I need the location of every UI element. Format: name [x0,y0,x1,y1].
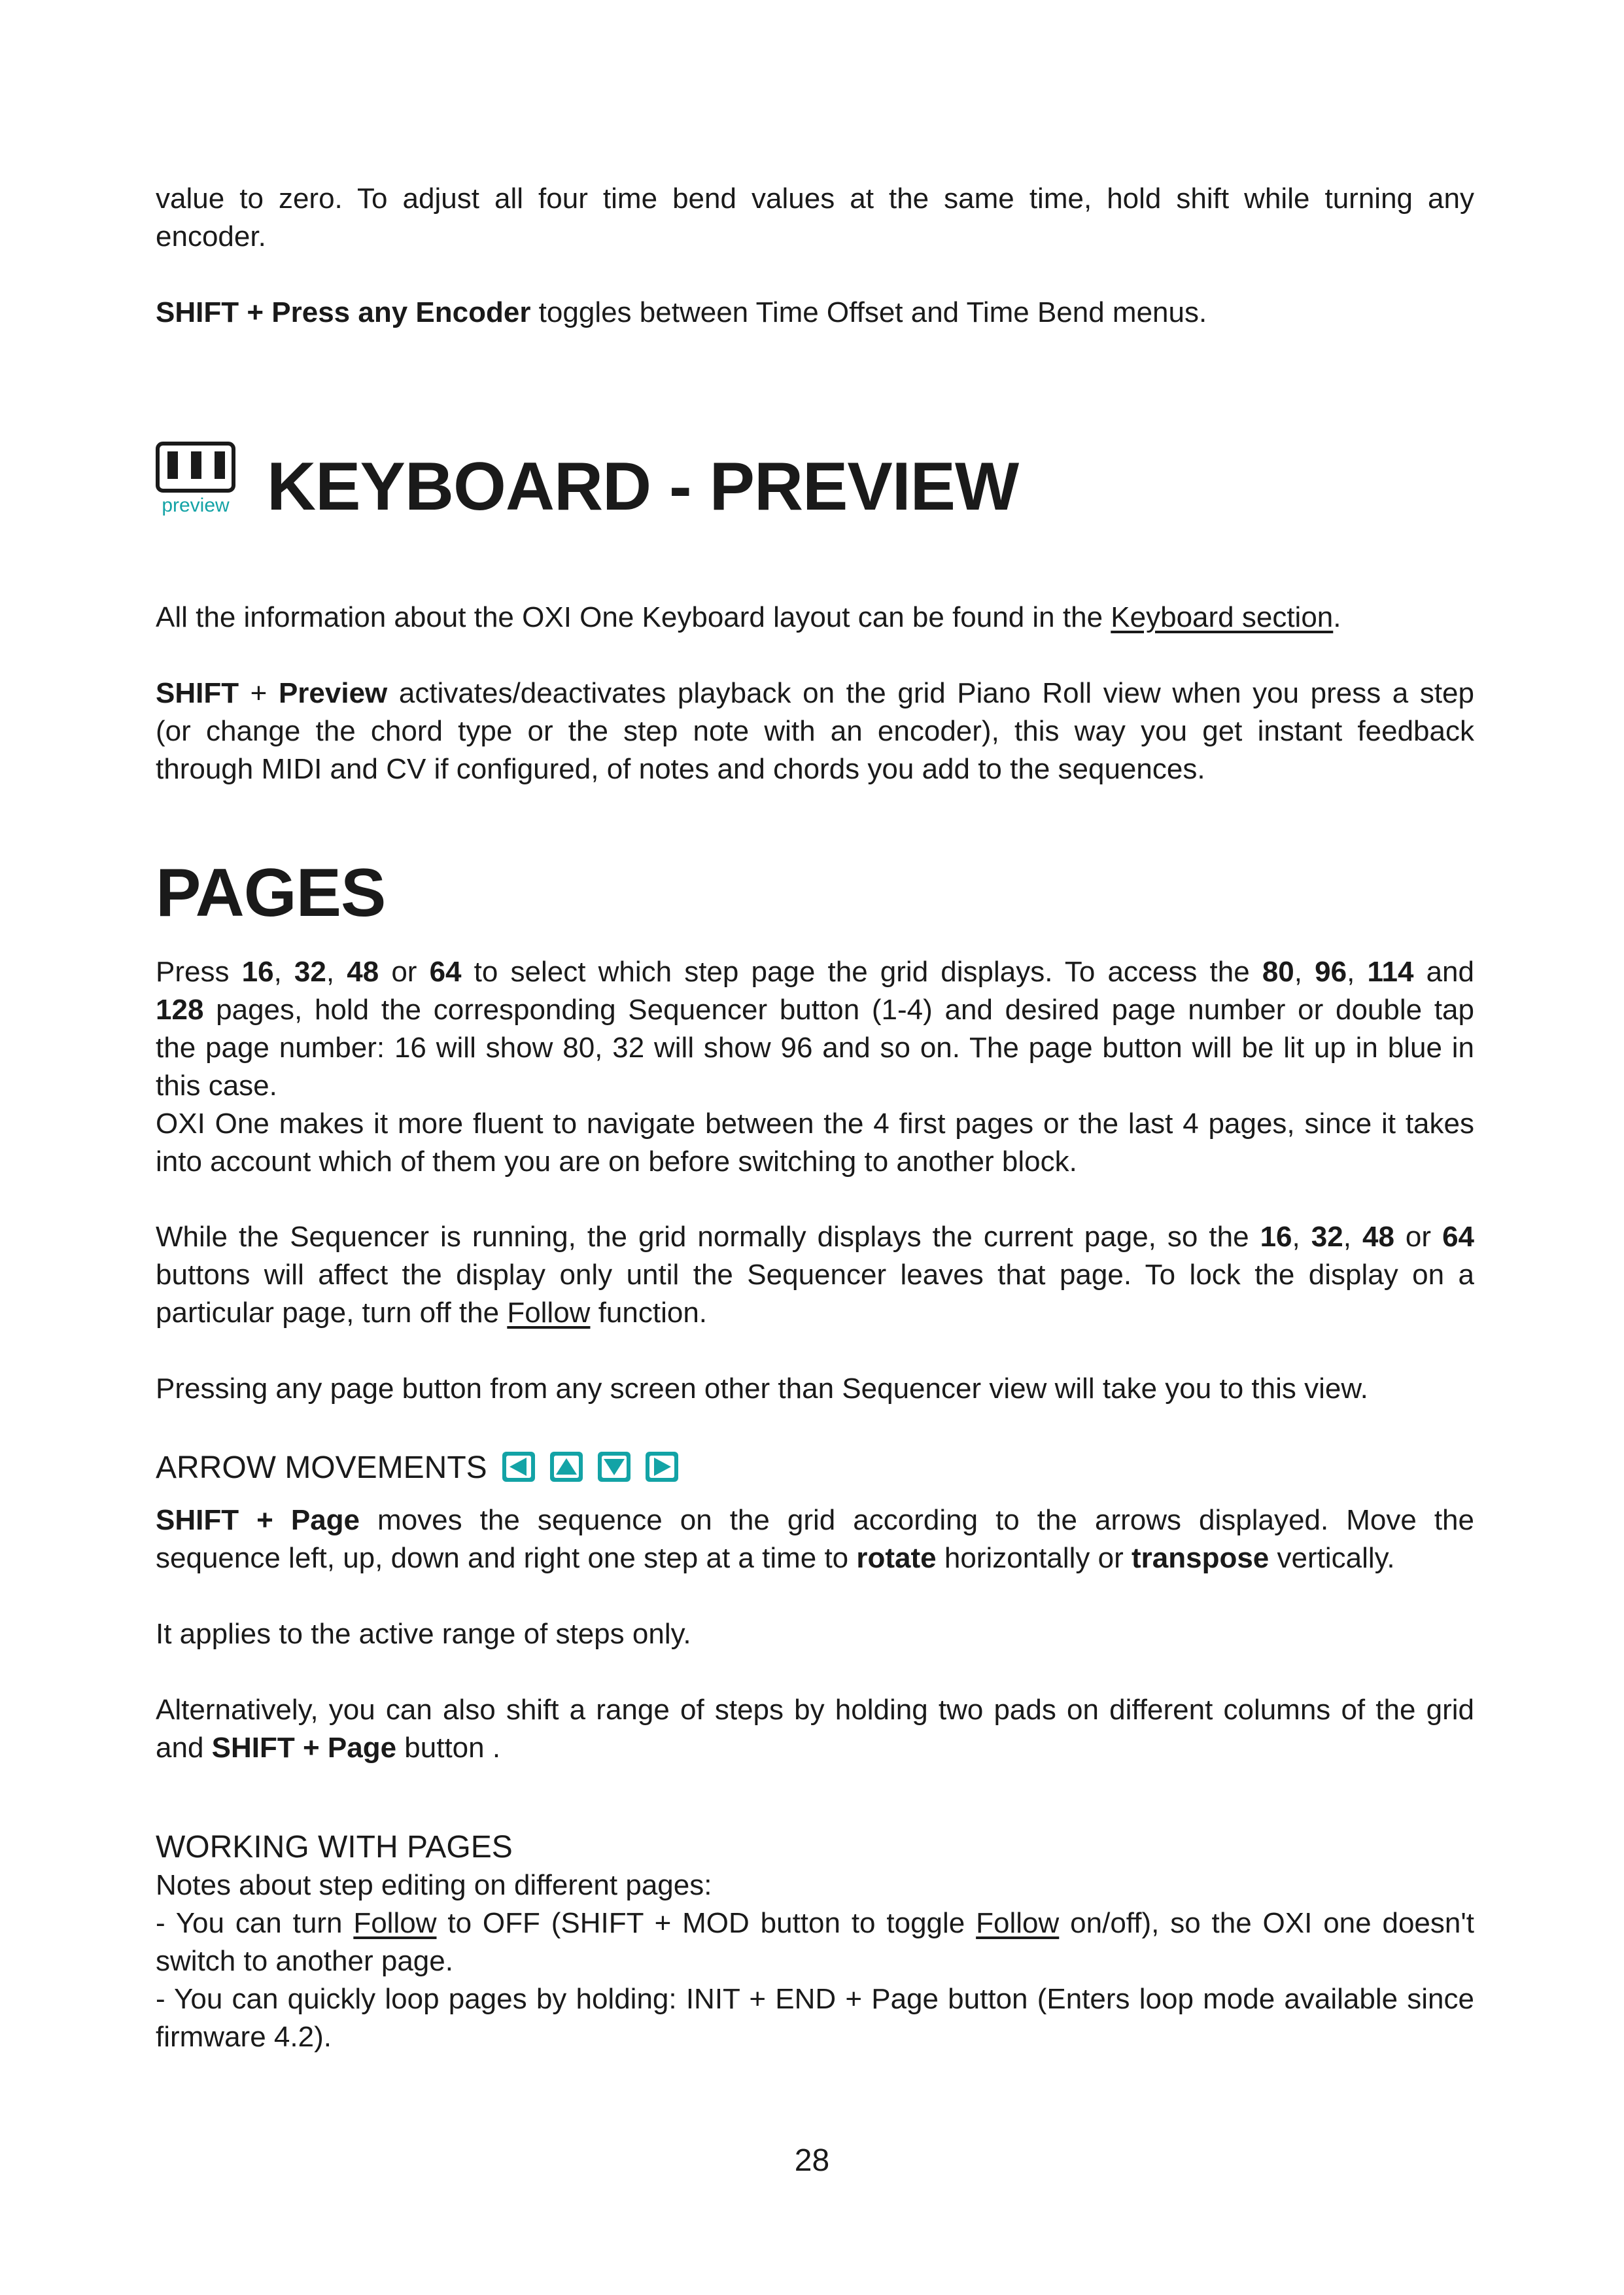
shift-encoder-text: toggles between Time Offset and Time Bend menus. [530,296,1207,328]
shift-preview-line-2: (or change the chord type or the step note with an encoder), this way you get instant feedback [156,715,1474,747]
arrow-movements-title: ARROW MOVEMENTS [156,1450,487,1485]
transpose-bold: transpose [1131,1542,1270,1574]
working-line-1: Notes about step editing on different pages: [156,1869,712,1901]
arrow-down-icon [596,1450,632,1484]
keyboard-icon-label: preview [162,495,230,516]
keyboard-preview-icon [156,438,241,517]
arrow-p1-mid: horizontally or [936,1542,1132,1574]
preview-bold: Preview [278,677,388,709]
page-16-bold: 16 [1260,1221,1292,1253]
comma: , [326,956,347,988]
page-number: 28 [794,2143,830,2178]
and-text: and [1413,956,1474,988]
follow-link[interactable]: Follow [976,1907,1060,1939]
working-line-2-mid: to OFF (SHIFT + MOD button to toggle [436,1907,976,1939]
keyboard-info-paragraph [156,599,1474,637]
arrow-paragraph-2 [156,1615,1474,1653]
pages-paragraph-1 [156,953,1474,1181]
pages-p2-line-3: particular page, turn off the [156,1297,508,1329]
page-48-bold: 48 [1362,1221,1394,1253]
working-with-pages-heading: WORKING WITH PAGES [156,1830,513,1865]
intro-line-1: value to zero. To adjust all four time bend values at the same time, hold shift while turning any [156,183,1474,215]
pages-line-5: OXI One makes it more fluent to navigate between the 4 first pages or the last 4 pages, since it takes [156,1108,1474,1140]
arrow-p1-text: moves the sequence on the grid according to the arrows displayed. Move the [360,1504,1474,1536]
comma: , [1343,1221,1362,1253]
arrow-paragraph-3 [156,1691,1474,1767]
comma: , [1292,1221,1311,1253]
follow-link[interactable]: Follow [353,1907,437,1939]
rotate-bold: rotate [856,1542,937,1574]
pages-text: Press [156,956,242,988]
pages-title: PAGES [156,855,386,931]
pages-line-4: this case. [156,1070,277,1102]
pages-line-2: pages, hold the corresponding Sequencer button (1-4) and desired page number or double tap [203,994,1474,1026]
page-16-bold: 16 [241,956,274,988]
page-96-bold: 96 [1315,956,1347,988]
arrow-p3-and: and [156,1732,212,1764]
shift-encoder-paragraph [156,294,1474,332]
shift-preview-text: activates/deactivates playback on the grid Piano Roll view when you press a step [387,677,1474,709]
page-32-bold: 32 [1311,1221,1343,1253]
shift-page-bold: SHIFT + Page [156,1504,360,1536]
shift-preview-paragraph [156,674,1474,788]
comma: , [1347,956,1368,988]
arrow-p3-end: button . [396,1732,501,1764]
arrow-movements-heading [156,1448,1474,1488]
arrow-paragraph-1 [156,1501,1474,1577]
page-128-bold: 128 [156,994,204,1026]
page-32-bold: 32 [294,956,326,988]
or-text: or [379,956,430,988]
page-48-bold: 48 [347,956,379,988]
page-64-bold: 64 [429,956,462,988]
arrow-left-icon [500,1450,537,1484]
plus-text: + [239,677,279,709]
working-line-5: firmware 4.2). [156,2021,332,2053]
working-line-4: - You can quickly loop pages by holding: INIT + END + Page button (Enters loop mode available since [156,1983,1474,2015]
page-114-bold: 114 [1367,956,1414,988]
shift-encoder-bold: SHIFT + Press any Encoder [156,296,531,328]
working-paragraph [156,1866,1474,2056]
working-line-3: switch to another page. [156,1945,453,1977]
arrow-right-icon [644,1450,680,1484]
pages-paragraph-3 [156,1370,1474,1408]
arrow-p3-line-1: Alternatively, you can also shift a range of steps by holding two pads on different columns of the grid [156,1694,1474,1726]
pages-p2-line-2: buttons will affect the display only until the Sequencer leaves that page. To lock the display on a [156,1259,1474,1291]
comma: , [273,956,294,988]
pages-paragraph-2 [156,1218,1474,1332]
page-64-bold: 64 [1442,1221,1475,1253]
keyboard-preview-title: KEYBOARD - PREVIEW [267,449,1019,525]
page-80-bold: 80 [1262,956,1294,988]
shift-page-bold: SHIFT + Page [211,1732,397,1764]
pages-text: to select which step page the grid displays. To access the [461,956,1262,988]
keyboard-preview-heading [156,438,1474,523]
working-line-2-end: on/off), so the OXI one doesn't [1059,1907,1474,1939]
intro-line-2: encoder. [156,220,266,253]
keyboard-section-link[interactable]: Keyboard section [1111,601,1334,633]
shift-preview-line-3: through MIDI and CV if configured, of notes and chords you add to the sequences. [156,753,1205,785]
comma: , [1294,956,1315,988]
arrow-p1-line-2: sequence left, up, down and right one step at a time to [156,1542,857,1574]
keyboard-info-end: . [1333,601,1341,633]
arrow-p1-end: vertically. [1269,1542,1395,1574]
or-text: or [1394,1221,1443,1253]
pages-p3-text: Pressing any page button from any screen other than Sequencer view will take you to this view. [156,1373,1368,1405]
arrow-icons [500,1450,680,1484]
arrow-p2-text: It applies to the active range of steps only. [156,1618,691,1650]
pages-line-3: the page number: 16 will show 80, 32 will show 96 and so on. The page button will be lit up in blue in [156,1032,1474,1064]
keyboard-info-text: All the information about the OXI One Keyboard layout can be found in the [156,601,1111,633]
shift-bold: SHIFT [156,677,239,709]
follow-link[interactable]: Follow [507,1297,591,1329]
intro-paragraph [156,180,1474,256]
pages-p2-line-3-end: function. [590,1297,708,1329]
arrow-up-icon [548,1450,585,1484]
pages-p2-text: While the Sequencer is running, the grid normally displays the current page, so the [156,1221,1260,1253]
working-line-2: - You can turn [156,1907,354,1939]
pages-line-6: into account which of them you are on before switching to another block. [156,1146,1077,1178]
